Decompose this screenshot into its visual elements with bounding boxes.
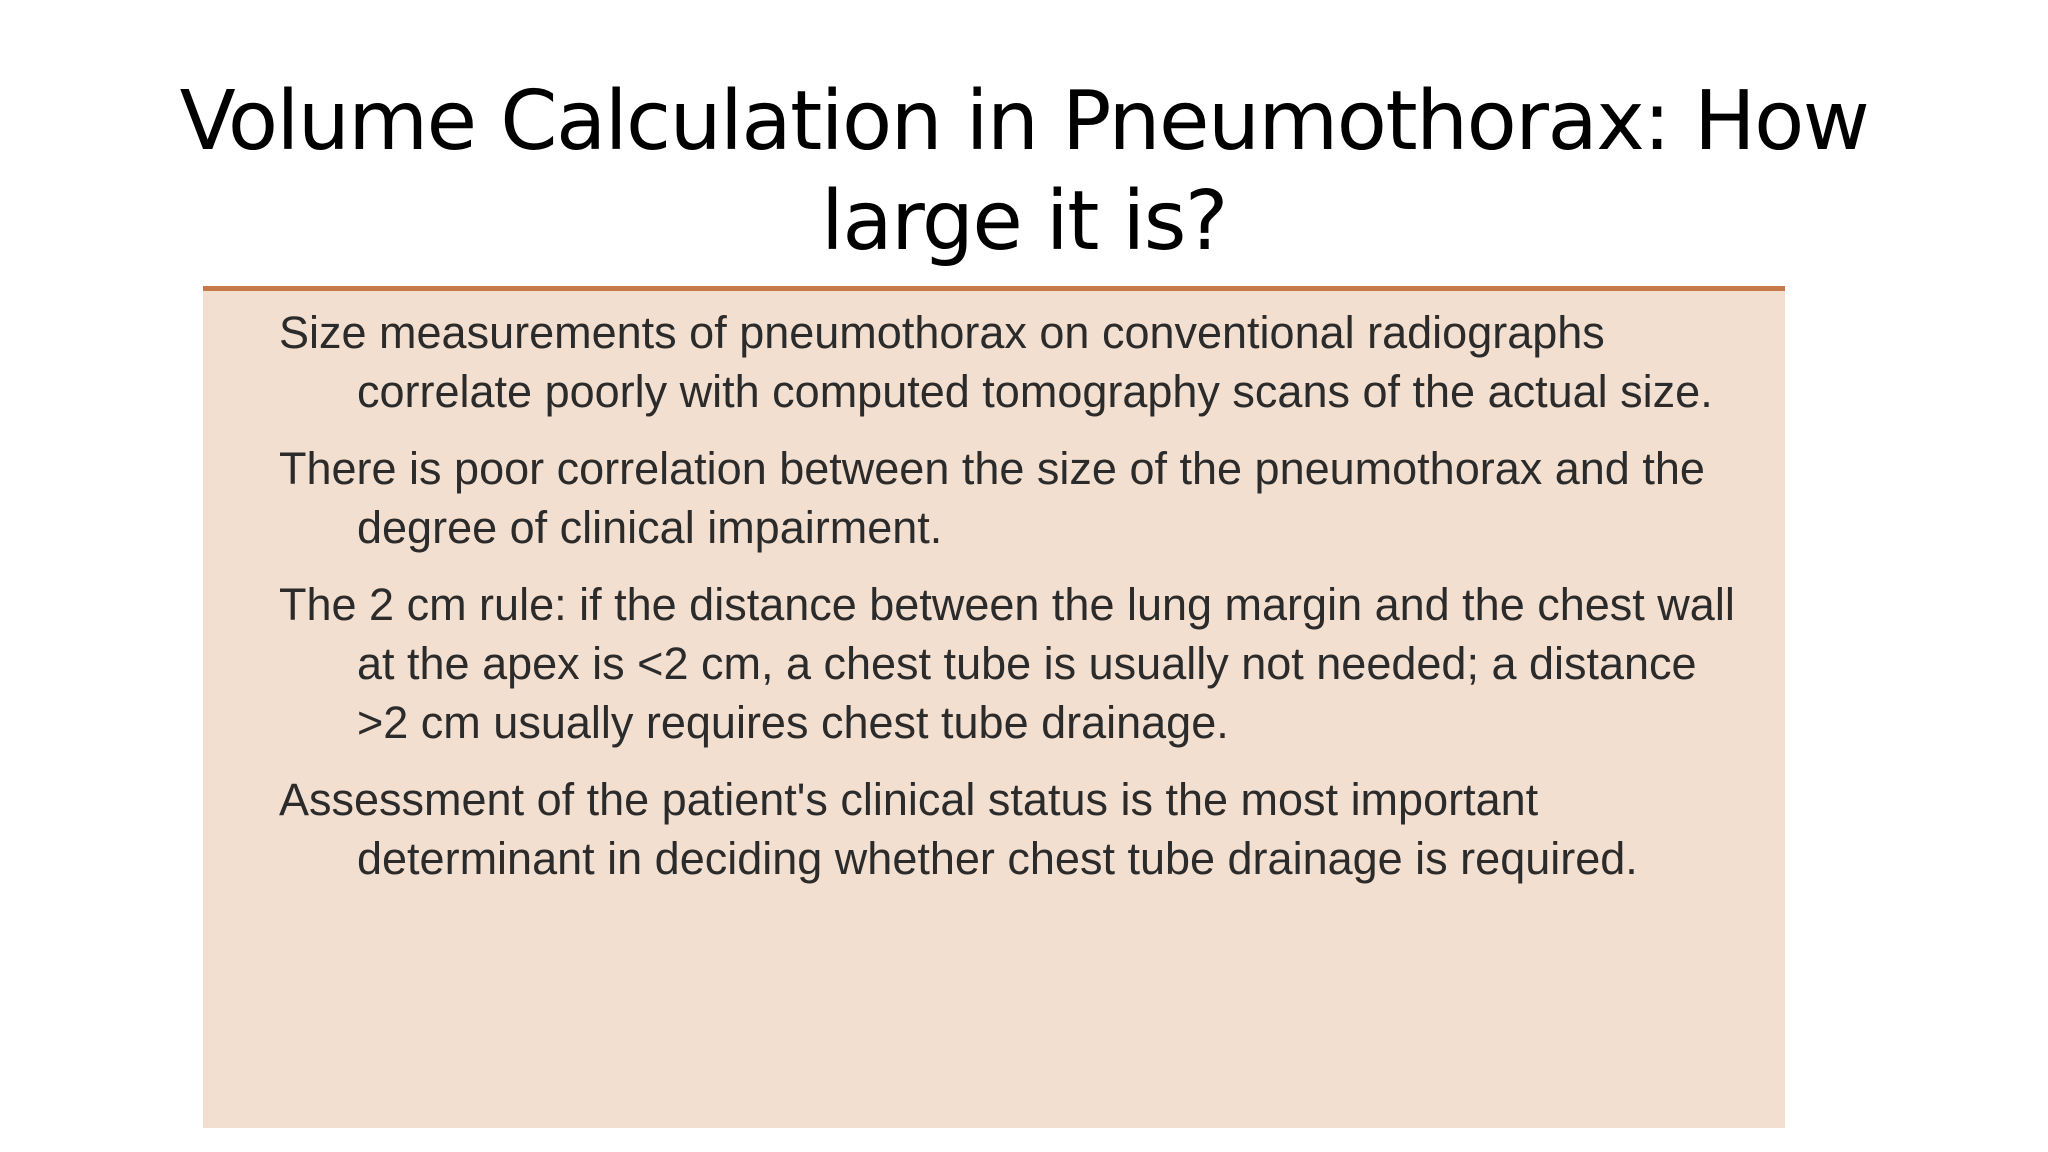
key-point: Size measurements of pneumothorax on conventional radiographs correlate poorly with computed tomography scans of the actual size.	[279, 307, 1713, 417]
key-points-list	[279, 303, 1739, 906]
key-points-box	[203, 286, 1785, 1128]
key-point: The 2 cm rule: if the distance between the lung margin and the chest wall at the apex is <2 cm, a chest tube is usually not needed; a distance >2 cm usually requires chest tube drainage.	[279, 579, 1735, 748]
slide-title: Volume Calculation in Pneumothorax: How large it is?	[179, 74, 1869, 269]
key-point: There is poor correlation between the size of the pneumothorax and the degree of clinical impairment.	[279, 443, 1705, 553]
key-point: Assessment of the patient's clinical status is the most important determinant in deciding whether chest tube drainage is required.	[279, 774, 1638, 884]
